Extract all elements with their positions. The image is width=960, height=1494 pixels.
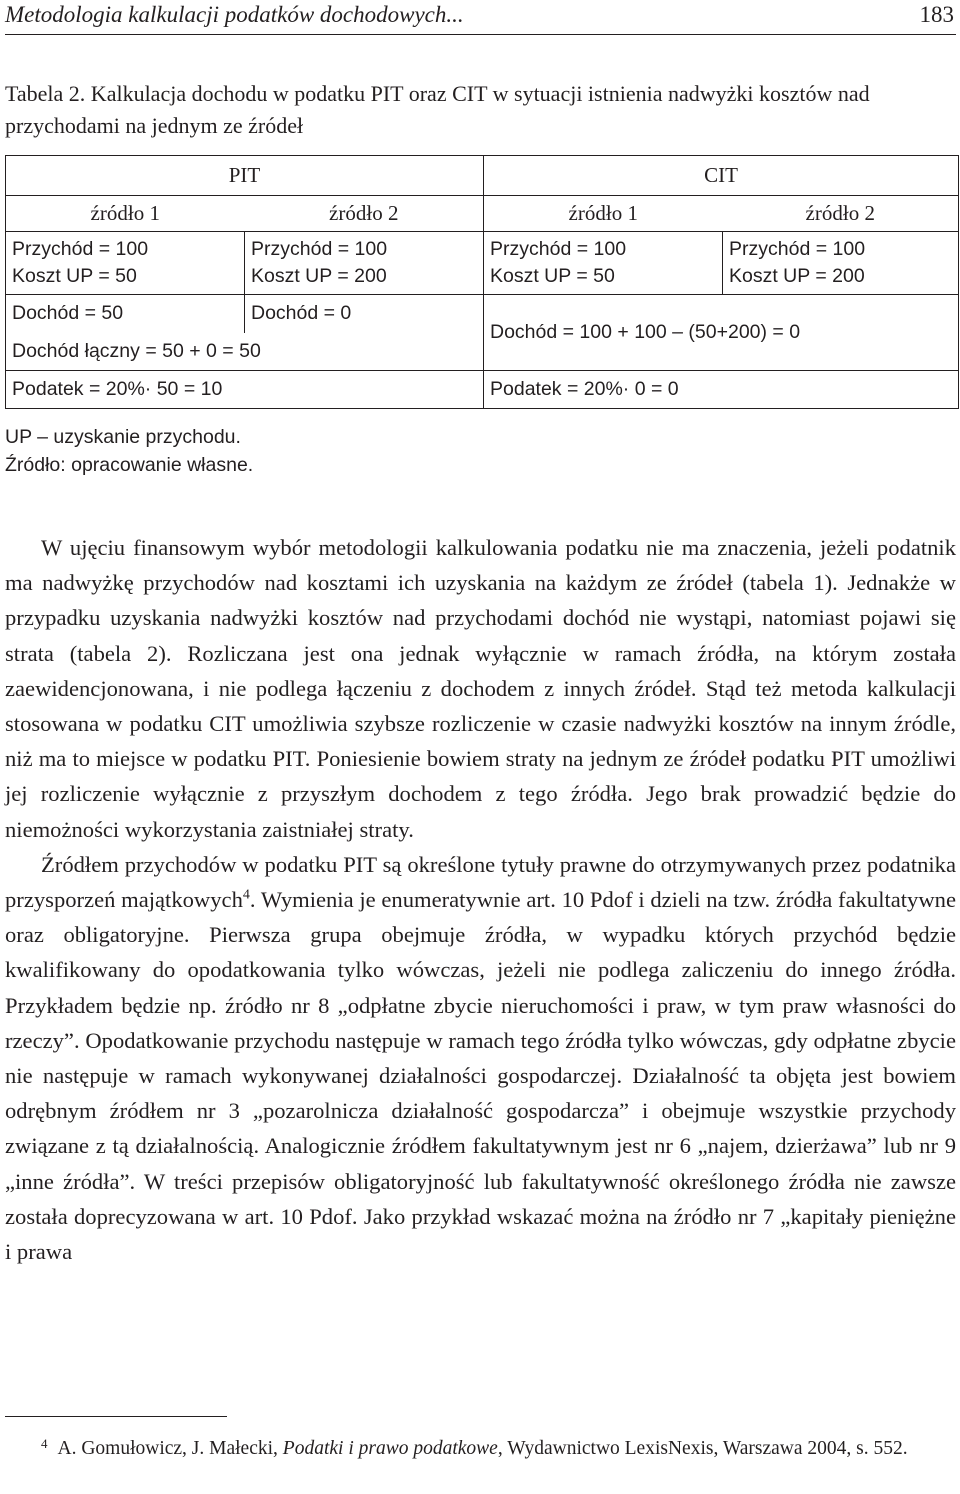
cost-value: Koszt UP = 50 bbox=[490, 265, 615, 287]
pit-source-1-cell bbox=[6, 232, 245, 295]
pit-source-2-cell bbox=[245, 232, 484, 295]
cit-source-1-cell bbox=[484, 232, 723, 295]
revenue-value: Przychód = 100 bbox=[12, 238, 149, 260]
footnote-reference[interactable]: 4 bbox=[242, 887, 250, 903]
paragraph-2 bbox=[5, 847, 956, 1269]
paragraph-1: W ujęciu finansowym wybór metodologii kalkulowania podatku nie ma znaczenia, jeżeli podatnik ma nadwyżkę przychodów nad kosztami ich uzyskania na każdym ze źródeł (tabela 1). Jednakże w przypadku uzyskania nadwyżki kosztów nad przychodami dochód nie wystąpi, natomiast pojawi się strata (tabela 2). Rozliczana jest ona jednak wyłącznie w ramach źródła, na którym została zaewidencjonowana, i nie podlega łączeniu z dochodem z innych źródeł. Stąd też metoda kalkulacji stosowana w podatku CIT umożliwia szybsze rozliczenie w czasie nadwyżki kosztów na innym źródle, niż ma to miejsce w podatku PIT. Poniesienie bowiem straty na jednym ze źródeł podatku PIT umożliwi jej rozliczenie wyłącznie z przyszłym dochodem z tego źródła. Jego brak prowadzić będzie do niemożności wykorzystania zaistniałej straty. bbox=[5, 535, 956, 842]
source-note: Źródło: opracowanie własne. bbox=[5, 454, 254, 476]
cost-value: Koszt UP = 50 bbox=[12, 265, 137, 287]
abbreviation-note: UP – uzyskanie przychodu. bbox=[5, 426, 241, 448]
pit-income-source-2: Dochód = 0 bbox=[245, 295, 484, 333]
revenue-value: Przychód = 100 bbox=[251, 238, 388, 260]
cit-income: Dochód = 100 + 100 – (50+200) = 0 bbox=[484, 295, 959, 371]
footnote-publication: , Wydawnictwo LexisNexis, Warszawa 2004, s. 552. bbox=[497, 1438, 908, 1459]
revenue-value: Przychód = 100 bbox=[729, 238, 866, 260]
cit-source-2-label: źródło 2 bbox=[723, 196, 959, 232]
body-text bbox=[5, 530, 956, 1269]
pit-source-1-label: źródło 1 bbox=[6, 196, 245, 232]
cit-header: CIT bbox=[484, 156, 959, 196]
table-notes bbox=[5, 423, 253, 479]
revenue-value: Przychód = 100 bbox=[490, 238, 627, 260]
pit-income-source-1: Dochód = 50 bbox=[6, 295, 245, 333]
page-number: 183 bbox=[919, 2, 954, 27]
cit-source-1-label: źródło 1 bbox=[484, 196, 723, 232]
paragraph-2-start: Źródłem przychodów w podatku PIT są określone tytuły prawne do otrzymywanych przez podatnika przysporzeń majątkowych bbox=[5, 851, 956, 913]
cost-value: Koszt UP = 200 bbox=[729, 265, 865, 287]
cit-tax: Podatek = 20%· 0 = 0 bbox=[484, 371, 959, 409]
footnote bbox=[5, 1430, 956, 1463]
cit-source-2-cell bbox=[723, 232, 959, 295]
income-calculation-table bbox=[5, 155, 959, 409]
table-caption: Tabela 2. Kalkulacja dochodu w podatku PIT oraz CIT w sytuacji istnienia nadwyżki kosztów nad przychodami na jednym ze źródeł bbox=[5, 81, 870, 138]
footnote-authors: A. Gomułowicz, J. Małecki, bbox=[57, 1438, 278, 1459]
running-header-title: Metodologia kalkulacji podatków dochodowych... bbox=[5, 2, 464, 27]
pit-tax: Podatek = 20%· 50 = 10 bbox=[6, 371, 484, 409]
running-header bbox=[5, 2, 956, 35]
pit-header: PIT bbox=[6, 156, 484, 196]
pit-income-total: Dochód łączny = 50 + 0 = 50 bbox=[6, 333, 484, 371]
paragraph-2-end: . Wymienia je enumeratywnie art. 10 Pdof i dzieli na tzw. źródła fakultatywne oraz obligatoryjne. Pierwsza grupa obejmuje źródła, w wypadku których przychód będzie kwalifikowany do opodatkowania tylko wówczas, jeżeli nie podlega zaliczeniu do innego źródła. Przykładem będzie np. źródło nr 8 „odpłatne zbycie nieruchomości i praw, w tym praw własności do rzeczy”. Opodatkowanie przychodu następuje w ramach tego źródła tylko wówczas, gdy odpłatne zbycie nie następuje w ramach wykonywanej działalności gospodarczej. Działalność ta objęta jest bowiem odrębnym źródłem nr 3 „pozarolnicza działalność gospodarcza” i obejmuje wszystkie przychody związane z tą działalnością. Analogicznie źródłem fakultatywnym jest nr 6 „najem, dzierżawa” lub nr 9 „inne źródła”. W treści przepisów obligatoryjność lub fakultatywność określonego źródła nie zawsze została doprecyzowana w art. 10 Pdof. Jako przykład wskazać można na źródło nr 7 „kapitały pieniężne i prawa bbox=[5, 887, 956, 1265]
pit-source-2-label: źródło 2 bbox=[245, 196, 484, 232]
cost-value: Koszt UP = 200 bbox=[251, 265, 387, 287]
footnote-mark: 4 bbox=[41, 1436, 48, 1451]
footnote-book-title: Podatki i prawo podatkowe bbox=[282, 1438, 498, 1459]
footnote-divider bbox=[5, 1416, 227, 1417]
